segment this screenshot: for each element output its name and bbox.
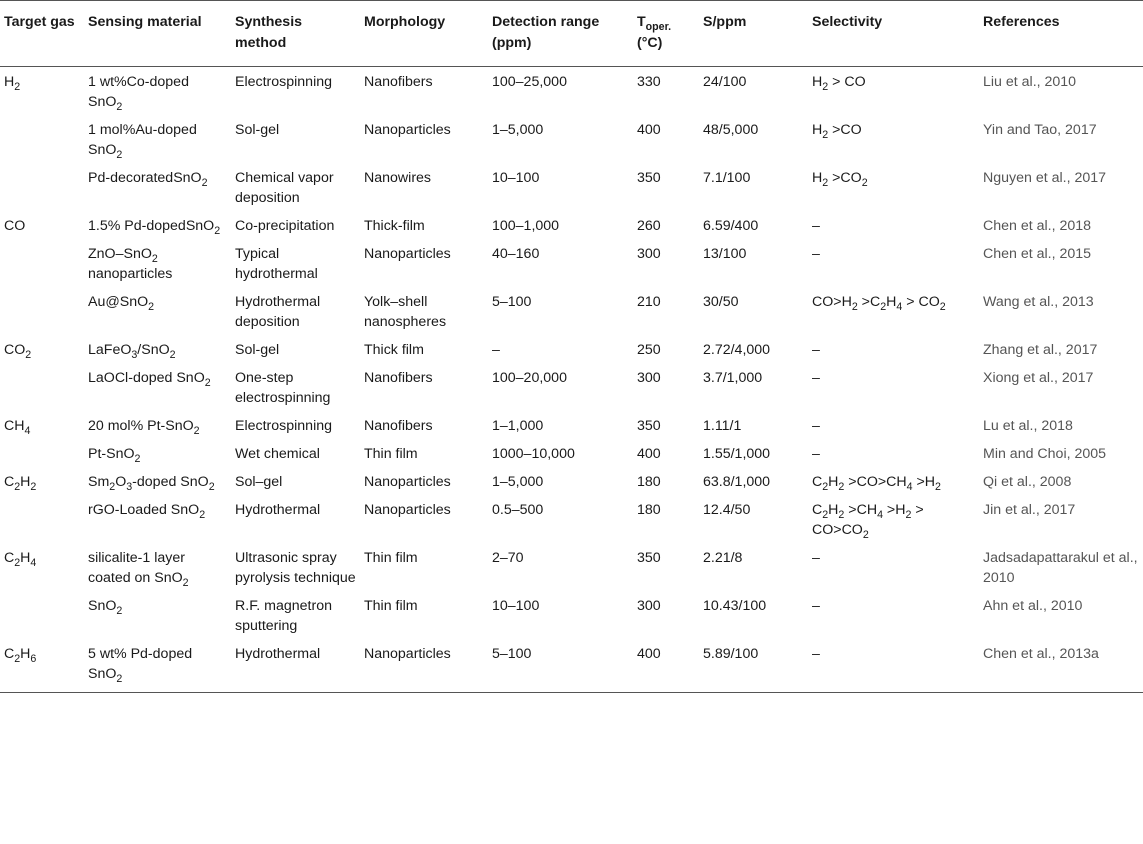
detection-range-cell: 10–100 xyxy=(492,598,540,614)
synthesis-method-cell: R.F. magnetron sputtering xyxy=(235,598,332,634)
s-ppm-cell: 48/5,000 xyxy=(703,122,759,138)
formula-subscript: 2 xyxy=(116,673,123,685)
formula-text: – xyxy=(812,646,820,662)
header-row xyxy=(0,1,1143,67)
formula-text: C xyxy=(812,474,823,490)
table-row xyxy=(0,639,1143,693)
formula-text: – xyxy=(812,342,820,358)
reference-cell: Jin et al., 2017 xyxy=(983,502,1076,518)
table-row xyxy=(0,543,1143,591)
detection-range-cell: 0.5–500 xyxy=(492,502,544,518)
formula-subscript: 2 xyxy=(838,509,845,521)
header-references: References xyxy=(979,1,1143,67)
formula-subscript: 3 xyxy=(126,481,133,493)
formula-text: ZnO–SnO xyxy=(88,246,152,262)
synthesis-method-cell: Typical hydrothermal xyxy=(235,246,318,282)
operating-temperature-cell: 350 xyxy=(637,550,661,566)
formula-text: Pd-decorated xyxy=(88,170,174,186)
detection-range-cell: 1000–10,000 xyxy=(492,446,575,462)
formula-text: H xyxy=(812,170,823,186)
formula-text: >CO xyxy=(828,122,862,138)
formula-text: SnO xyxy=(185,218,215,234)
target-gas-cell xyxy=(0,495,84,543)
target-gas-cell xyxy=(0,335,84,363)
formula-subscript: 2 xyxy=(939,301,946,313)
synthesis-method-cell: Sol-gel xyxy=(235,122,280,138)
table-row xyxy=(0,439,1143,467)
formula-subscript: 2 xyxy=(822,509,829,521)
formula-text: H xyxy=(20,474,31,490)
s-ppm-cell: 1.55/1,000 xyxy=(703,446,771,462)
selectivity-cell xyxy=(808,363,979,411)
reference-cell: Chen et al., 2013a xyxy=(979,639,1143,693)
formula-subscript: 2 xyxy=(169,349,176,361)
formula-subscript: 2 xyxy=(116,101,123,113)
morphology-cell: Nanofibers xyxy=(364,370,433,386)
sensing-material-cell xyxy=(84,211,231,239)
morphology-cell: Thick film xyxy=(364,342,424,358)
reference-cell: Nguyen et al., 2017 xyxy=(983,170,1107,186)
target-gas-cell xyxy=(0,67,84,116)
formula-subscript: 4 xyxy=(896,301,903,313)
sensing-material-cell xyxy=(84,591,231,639)
formula-text: H xyxy=(20,646,31,662)
formula-text: H xyxy=(886,294,897,310)
formula-subscript: 2 xyxy=(182,577,189,589)
detection-range-cell: 5–100 xyxy=(488,639,633,693)
selectivity-cell xyxy=(808,163,979,211)
table-row xyxy=(0,363,1143,411)
table-row xyxy=(0,411,1143,439)
reference-cell: Liu et al., 2010 xyxy=(983,74,1077,90)
operating-temperature-cell: 180 xyxy=(637,474,661,490)
target-gas-cell xyxy=(0,543,84,591)
formula-text: 20 mol% xyxy=(88,418,144,434)
operating-temperature-cell: 400 xyxy=(637,446,661,462)
formula-subscript: 4 xyxy=(24,425,31,437)
formula-text: O xyxy=(115,474,127,490)
formula-text: Sm xyxy=(88,474,110,490)
operating-temperature-cell: 250 xyxy=(637,342,661,358)
table-row xyxy=(0,67,1143,116)
formula-subscript: 2 xyxy=(109,481,116,493)
operating-temperature-cell: 300 xyxy=(637,370,661,386)
formula-text: H xyxy=(20,550,31,566)
formula-text: CO xyxy=(4,342,26,358)
formula-text: Pt-SnO xyxy=(143,418,194,434)
formula-subscript: 2 xyxy=(822,129,829,141)
detection-range-cell: 1–1,000 xyxy=(492,418,544,434)
target-gas-cell xyxy=(0,287,84,335)
formula-subscript: 2 xyxy=(193,425,200,437)
selectivity-cell xyxy=(808,287,979,335)
morphology-cell: Nanoparticles xyxy=(364,474,451,490)
detection-range-cell: 10–100 xyxy=(492,170,540,186)
reference-cell: Xiong et al., 2017 xyxy=(983,370,1094,386)
s-ppm-cell: 1.11/1 xyxy=(703,418,742,434)
table-row xyxy=(0,163,1143,211)
synthesis-method-cell: Electrospinning xyxy=(235,418,333,434)
selectivity-cell xyxy=(808,543,979,591)
formula-subscript: 2 xyxy=(208,481,215,493)
operating-temperature-cell: 180 xyxy=(637,502,661,518)
header-temp-symbol: T xyxy=(637,14,646,30)
formula-subscript: 2 xyxy=(935,481,941,493)
formula-text: H xyxy=(4,74,15,90)
formula-text: H xyxy=(812,74,823,90)
table-row xyxy=(0,239,1143,287)
detection-range-cell: 40–160 xyxy=(492,246,540,262)
formula-text: > CO xyxy=(902,294,940,310)
formula-subscript: 2 xyxy=(851,301,858,313)
formula-text: rGO-Loaded SnO xyxy=(88,502,200,518)
morphology-cell: Nanoparticles xyxy=(364,502,451,518)
s-ppm-cell: 12.4/50 xyxy=(703,502,751,518)
selectivity-cell xyxy=(808,211,979,239)
synthesis-method-cell: One-step electrospinning xyxy=(235,370,331,406)
formula-text: 1 wt% xyxy=(88,74,127,90)
detection-range-cell: 100–25,000 xyxy=(492,74,567,90)
reference-cell: Qi et al., 2008 xyxy=(983,474,1072,490)
formula-text: nanoparticles xyxy=(88,266,173,282)
selectivity-cell xyxy=(808,495,979,543)
sensing-material-cell xyxy=(84,439,231,467)
formula-text: C xyxy=(4,474,15,490)
morphology-cell: Nanoparticles xyxy=(360,639,488,693)
selectivity-cell xyxy=(808,639,979,693)
detection-range-cell: 1–5,000 xyxy=(492,122,544,138)
formula-text: SnO xyxy=(172,370,205,386)
detection-range-cell: – xyxy=(492,342,500,358)
table-body xyxy=(0,67,1143,693)
morphology-cell: Nanoparticles xyxy=(364,122,451,138)
formula-text: H xyxy=(828,502,839,518)
morphology-cell: Thick-film xyxy=(364,218,425,234)
formula-text: >CO xyxy=(828,170,862,186)
formula-subscript: 4 xyxy=(30,557,37,569)
sensing-material-cell xyxy=(84,67,231,116)
selectivity-cell xyxy=(808,591,979,639)
synthesis-method-cell: Sol-gel xyxy=(235,342,280,358)
operating-temperature-cell: 400 xyxy=(637,122,661,138)
formula-subscript: 2 xyxy=(116,605,123,617)
formula-subscript: 2 xyxy=(862,529,869,541)
table-row xyxy=(0,287,1143,335)
formula-subscript: 2 xyxy=(838,481,845,493)
selectivity-cell xyxy=(808,115,979,163)
formula-subscript: 2 xyxy=(14,481,21,493)
detection-range-cell: 100–20,000 xyxy=(492,370,567,386)
target-gas-cell xyxy=(0,363,84,411)
formula-text: C xyxy=(4,550,15,566)
header-s-ppm: S/ppm xyxy=(699,1,808,67)
operating-temperature-cell: 210 xyxy=(637,294,661,310)
synthesis-method-cell: Electrospinning xyxy=(235,74,333,90)
synthesis-method-cell: Ultrasonic spray pyrolysis technique xyxy=(235,550,356,586)
synthesis-method-cell: Wet chemical xyxy=(235,446,320,462)
operating-temperature-cell: 300 xyxy=(637,246,661,262)
formula-text: Au@SnO xyxy=(88,294,149,310)
sensing-material-cell xyxy=(84,495,231,543)
formula-subscript: 2 xyxy=(14,653,21,665)
formula-text: SnO xyxy=(88,598,117,614)
table-row xyxy=(0,211,1143,239)
formula-text: H xyxy=(828,474,839,490)
detection-range-cell: 2–70 xyxy=(492,550,524,566)
formula-text: 1 mol% xyxy=(88,122,136,138)
formula-subscript: 2 xyxy=(201,177,208,189)
formula-subscript: 2 xyxy=(116,149,123,161)
formula-text: – xyxy=(812,246,820,262)
sensing-material-cell xyxy=(84,239,231,287)
reference-cell: Wang et al., 2013 xyxy=(983,294,1094,310)
formula-text: Pd-doped SnO xyxy=(88,646,193,682)
formula-text: SnO xyxy=(173,170,202,186)
formula-text: C xyxy=(4,646,15,662)
synthesis-method-cell: Sol–gel xyxy=(235,474,283,490)
header-operating-temperature xyxy=(633,1,699,67)
s-ppm-cell: 6.59/400 xyxy=(703,218,759,234)
formula-text: >H xyxy=(882,502,906,518)
formula-text: silicalite-1 layer coated on SnO xyxy=(88,550,185,586)
selectivity-cell xyxy=(808,67,979,116)
formula-subscript: 6 xyxy=(30,653,37,665)
s-ppm-cell: 2.21/8 xyxy=(703,550,743,566)
formula-text: >H xyxy=(912,474,936,490)
header-temp-subscript: oper. xyxy=(645,21,672,33)
operating-temperature-cell: 260 xyxy=(637,218,661,234)
formula-text: LaFeO xyxy=(88,342,132,358)
formula-subscript: 2 xyxy=(134,453,141,465)
synthesis-method-cell: Co-precipitation xyxy=(235,218,335,234)
formula-text: CO xyxy=(4,218,26,234)
formula-subscript: 2 xyxy=(151,253,158,265)
formula-text: Au-doped SnO xyxy=(88,122,197,158)
morphology-cell: Nanoparticles xyxy=(364,246,451,262)
table-header xyxy=(0,1,1143,67)
formula-text: – xyxy=(812,446,820,462)
formula-subscript: 2 xyxy=(861,177,868,189)
operating-temperature-cell: 350 xyxy=(637,170,661,186)
s-ppm-cell: 5.89/100 xyxy=(699,639,808,693)
selectivity-cell xyxy=(808,239,979,287)
formula-text: >CH xyxy=(844,502,878,518)
morphology-cell: Thin film xyxy=(364,598,418,614)
formula-subscript: 2 xyxy=(204,377,211,389)
s-ppm-cell: 2.72/4,000 xyxy=(703,342,771,358)
formula-text: 1.5% Pd-doped xyxy=(88,218,186,234)
formula-subscript: 3 xyxy=(131,349,138,361)
formula-subscript: 2 xyxy=(905,509,912,521)
operating-temperature-cell: 400 xyxy=(633,639,699,693)
formula-subscript: 2 xyxy=(880,301,887,313)
s-ppm-cell: 3.7/1,000 xyxy=(703,370,763,386)
morphology-cell: Thin film xyxy=(364,446,418,462)
s-ppm-cell: 63.8/1,000 xyxy=(703,474,771,490)
target-gas-cell xyxy=(0,467,84,495)
synthesis-method-cell: Hydrothermal xyxy=(235,502,321,518)
s-ppm-cell: 10.43/100 xyxy=(703,598,767,614)
formula-text: – xyxy=(812,550,820,566)
operating-temperature-cell: 350 xyxy=(637,418,661,434)
target-gas-cell xyxy=(0,639,84,693)
formula-text: >CO>CH xyxy=(844,474,907,490)
formula-text: LaOCl-doped xyxy=(88,370,173,386)
formula-subscript: 4 xyxy=(877,509,883,521)
morphology-cell: Thin film xyxy=(364,550,418,566)
table-row xyxy=(0,335,1143,363)
formula-text: CO>H xyxy=(812,294,852,310)
operating-temperature-cell: 330 xyxy=(637,74,661,90)
formula-subscript: 2 xyxy=(14,81,21,93)
target-gas-cell xyxy=(0,239,84,287)
formula-text: CH xyxy=(4,418,25,434)
formula-text: C xyxy=(812,502,823,518)
formula-subscript: 2 xyxy=(822,177,829,189)
reference-cell: Jadsadapattarakul et al., 2010 xyxy=(983,550,1138,586)
table-row xyxy=(0,495,1143,543)
morphology-cell: Nanofibers xyxy=(364,74,433,90)
operating-temperature-cell: 300 xyxy=(637,598,661,614)
formula-subscript: 4 xyxy=(906,481,913,493)
target-gas-cell xyxy=(0,211,84,239)
table-row xyxy=(0,467,1143,495)
s-ppm-cell: 7.1/100 xyxy=(703,170,751,186)
formula-subscript: 2 xyxy=(822,81,829,93)
selectivity-cell xyxy=(808,335,979,363)
formula-text: Co-doped SnO xyxy=(88,74,189,110)
sensing-material-cell xyxy=(84,543,231,591)
target-gas-cell xyxy=(0,439,84,467)
formula-subscript: 2 xyxy=(30,481,37,493)
header-temp-unit: (°C) xyxy=(637,35,663,51)
formula-text: Pt-SnO xyxy=(88,446,135,462)
formula-subscript: 2 xyxy=(14,557,21,569)
header-target-gas: Target gas xyxy=(0,1,84,67)
formula-text: > CO>CO xyxy=(812,502,924,538)
morphology-cell: Yolk–shell nanospheres xyxy=(364,294,447,330)
reference-cell: Chen et al., 2018 xyxy=(983,218,1092,234)
target-gas-cell xyxy=(0,115,84,163)
formula-subscript: 2 xyxy=(25,349,32,361)
formula-text: – xyxy=(812,598,820,614)
header-detection-range: Detection range (ppm) xyxy=(488,1,633,67)
header-synthesis-method: Synthesis method xyxy=(231,1,360,67)
formula-text: H xyxy=(812,122,823,138)
formula-text: /SnO xyxy=(137,342,170,358)
formula-text: – xyxy=(812,218,820,234)
sensing-material-cell xyxy=(84,363,231,411)
formula-text: >C xyxy=(857,294,881,310)
selectivity-cell xyxy=(808,411,979,439)
synthesis-method-cell: Hydrothermal xyxy=(231,639,360,693)
reference-cell: Yin and Tao, 2017 xyxy=(983,122,1097,138)
formula-subscript: 2 xyxy=(214,225,221,237)
header-selectivity: Selectivity xyxy=(808,1,979,67)
formula-text: – xyxy=(812,418,820,434)
reference-cell: Ahn et al., 2010 xyxy=(983,598,1083,614)
formula-subscript: 2 xyxy=(199,509,206,521)
s-ppm-cell: 24/100 xyxy=(703,74,747,90)
detection-range-cell: 100–1,000 xyxy=(492,218,560,234)
synthesis-method-cell: Hydrothermal deposition xyxy=(235,294,321,330)
reference-cell: Chen et al., 2015 xyxy=(983,246,1092,262)
morphology-cell: Nanofibers xyxy=(364,418,433,434)
sensing-material-cell xyxy=(84,335,231,363)
formula-subscript: 2 xyxy=(822,481,829,493)
s-ppm-cell: 13/100 xyxy=(703,246,747,262)
reference-cell: Zhang et al., 2017 xyxy=(983,342,1098,358)
synthesis-method-cell: Chemical vapor deposition xyxy=(235,170,334,206)
sensing-material-cell xyxy=(84,467,231,495)
sensing-material-cell xyxy=(84,287,231,335)
header-morphology: Morphology xyxy=(360,1,488,67)
selectivity-cell xyxy=(808,439,979,467)
sensing-material-cell xyxy=(84,163,231,211)
target-gas-cell xyxy=(0,163,84,211)
s-ppm-cell: 30/50 xyxy=(703,294,739,310)
sensing-material-cell xyxy=(84,115,231,163)
target-gas-cell xyxy=(0,411,84,439)
table-row xyxy=(0,115,1143,163)
formula-text: 5 wt% xyxy=(88,646,127,662)
morphology-cell: Nanowires xyxy=(364,170,432,186)
target-gas-cell xyxy=(0,591,84,639)
sensing-material-cell xyxy=(84,639,231,693)
table-row xyxy=(0,591,1143,639)
sensing-material-cell xyxy=(84,411,231,439)
formula-text: – xyxy=(812,370,820,386)
detection-range-cell: 1–5,000 xyxy=(492,474,544,490)
formula-text: -doped SnO xyxy=(132,474,209,490)
header-sensing-material: Sensing material xyxy=(84,1,231,67)
reference-cell: Lu et al., 2018 xyxy=(983,418,1073,434)
reference-cell: Min and Choi, 2005 xyxy=(983,446,1107,462)
detection-range-cell: 5–100 xyxy=(492,294,532,310)
formula-text: > CO xyxy=(828,74,866,90)
selectivity-cell xyxy=(808,467,979,495)
formula-subscript: 2 xyxy=(148,301,155,313)
